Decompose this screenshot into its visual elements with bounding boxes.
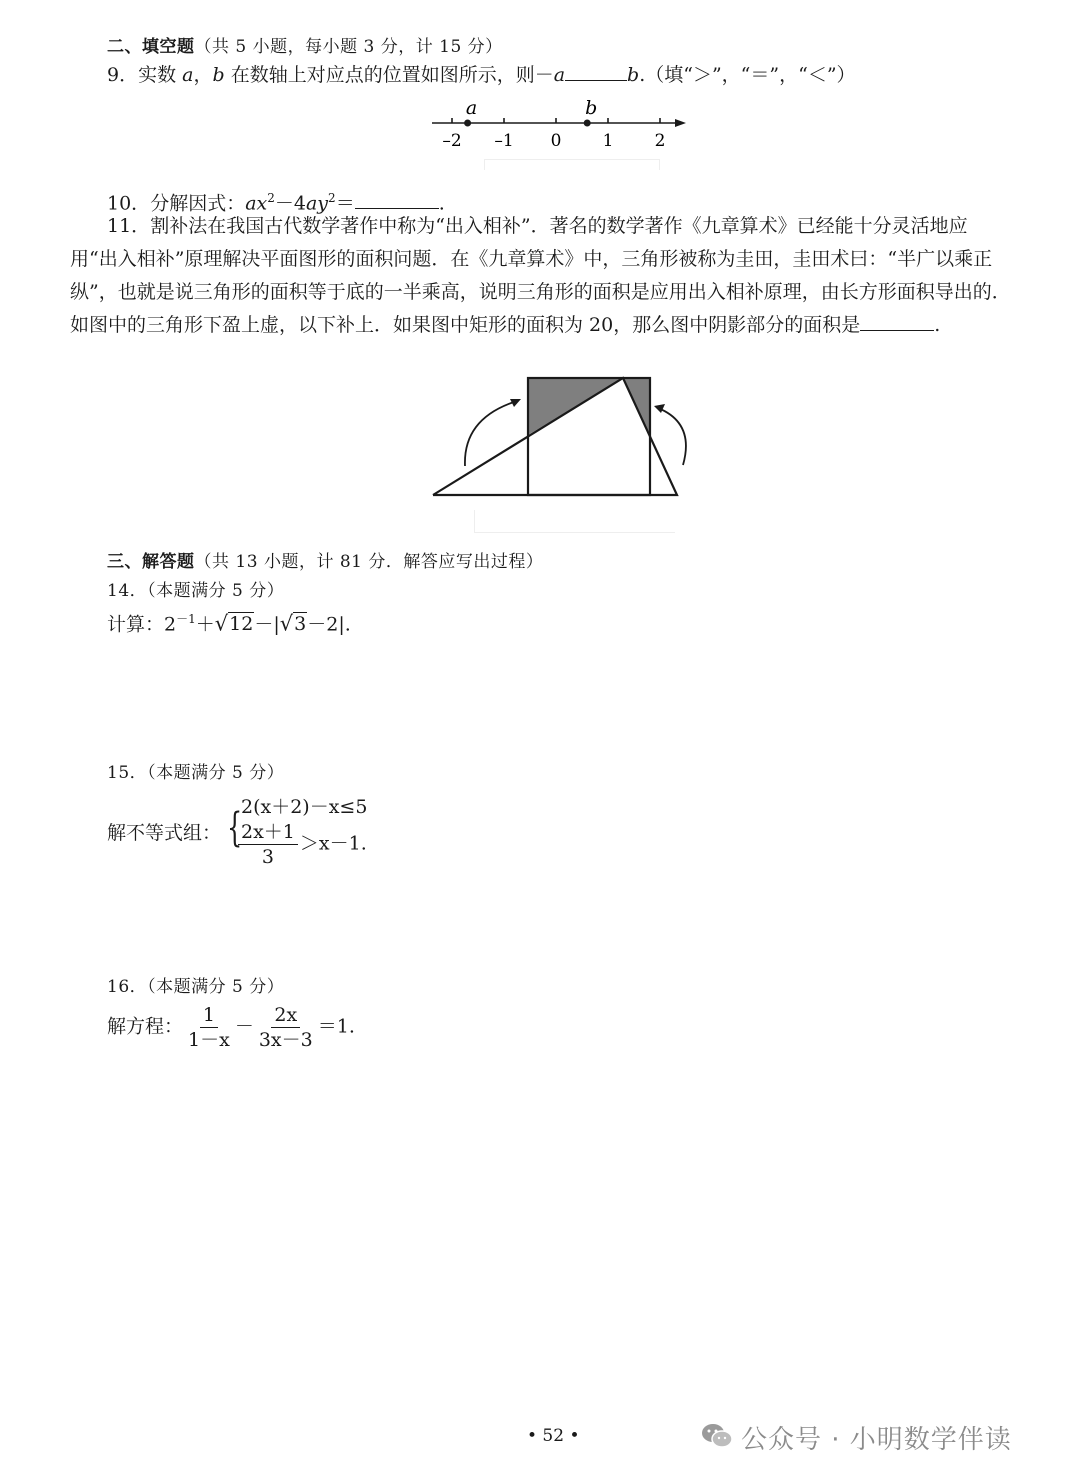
q16-f2-den: 3x－3 bbox=[258, 1029, 313, 1051]
q11-paragraph: 割补法在我国古代数学著作中称为“出入相补”．著名的数学著作《九章算术》已经能十分灵活地应用“出入相补”原理解决平面图形的面积问题．在《九章算术》中，三角形被称为圭田，圭田术曰：“半广以乘正纵”，也就是说三角形的面积等于底的一半乘高，说明三角形的面积是应用出入相补原理，由长方形面积导出的．如图中的三角形下盈上虚，以下补上．如果图中矩形的面积为 20，那么图中阴影部分的面积是 bbox=[70, 215, 1011, 336]
section-3-note: （共 13 小题，计 81 分．解答应写出过程） bbox=[194, 552, 544, 572]
number-line-arrow bbox=[675, 119, 686, 127]
q15-end: . bbox=[360, 832, 367, 855]
arrow-head-right bbox=[654, 404, 665, 413]
q10-expr-a: ax bbox=[245, 192, 268, 215]
q9-text-3: 在数轴上对应点的位置如图所示，则 bbox=[224, 64, 535, 86]
question-16 bbox=[107, 1003, 355, 1052]
q16-fraction-2 bbox=[256, 1003, 316, 1052]
radical-sign-icon: √ bbox=[214, 611, 229, 636]
q15-frac-den: 3 bbox=[261, 846, 274, 868]
q14-label: 计算： bbox=[107, 613, 165, 636]
q14-exponent: －1 bbox=[176, 612, 196, 626]
question-9 bbox=[107, 61, 856, 89]
section-2-note: （共 5 小题，每小题 3 分，计 15 分） bbox=[194, 37, 503, 57]
q9-answer-blank[interactable] bbox=[565, 62, 627, 81]
point-a-label: a bbox=[465, 97, 478, 119]
q15-inequality-1: 2(x＋2)－x≤5 bbox=[241, 796, 368, 818]
point-b-dot bbox=[584, 120, 591, 127]
number-line-tick-label: 1 bbox=[602, 131, 614, 151]
point-a-dot bbox=[464, 120, 471, 127]
q10-number: 10． bbox=[107, 192, 151, 215]
point-b-label: b bbox=[585, 97, 598, 119]
q16-f2-num: 2x bbox=[271, 1003, 300, 1028]
q10-text: 分解因式： bbox=[150, 192, 246, 215]
faint-frame-2 bbox=[474, 510, 675, 533]
q15-label: 解不等式组： bbox=[107, 822, 222, 844]
q9-text-4: .（填“＞”，“＝”，“＜”） bbox=[639, 64, 856, 86]
curved-arrow-left bbox=[465, 401, 517, 466]
q11-number: 11． bbox=[107, 215, 151, 237]
curved-arrow-right bbox=[658, 408, 686, 465]
q10-exp-2: 2 bbox=[328, 191, 336, 205]
q14-tail: －2|. bbox=[307, 613, 351, 636]
q9-var-a: a bbox=[182, 64, 194, 86]
q14-header: 14．（本题满分 5 分） bbox=[107, 581, 285, 601]
q15-frac-num: 2x＋1 bbox=[238, 820, 298, 845]
q15-header: 15．（本题满分 5 分） bbox=[107, 763, 285, 783]
q10-minus: －4 bbox=[274, 192, 306, 215]
q16-f1-den: 1－x bbox=[188, 1029, 230, 1051]
number-line-points bbox=[464, 97, 597, 127]
q15-fraction bbox=[238, 820, 298, 869]
q14-radicand-1: 12 bbox=[229, 613, 254, 636]
q10-expr-b: ay bbox=[305, 192, 329, 215]
faint-frame-1 bbox=[484, 159, 660, 170]
q16-header: 16．（本题满分 5 分） bbox=[107, 977, 285, 997]
q15-rhs: ＞x－1 bbox=[299, 832, 361, 855]
radical-sign-icon: √ bbox=[279, 611, 294, 636]
section-2-title: 二、填空题 bbox=[107, 37, 195, 57]
q9-number: 9． bbox=[107, 64, 139, 86]
q14-plus: ＋ bbox=[195, 613, 215, 636]
question-11 bbox=[70, 210, 1015, 342]
q10-exp-1: 2 bbox=[267, 191, 275, 205]
q10-answer-blank[interactable] bbox=[355, 190, 439, 209]
q9-var-a-2: a bbox=[553, 64, 566, 86]
q11-end: . bbox=[934, 314, 941, 336]
number-line-tick-label: 2 bbox=[654, 131, 666, 151]
q9-text-1: 实数 bbox=[138, 64, 183, 86]
page-number: • 52 • bbox=[527, 1426, 580, 1446]
section-3-title: 三、解答题 bbox=[107, 552, 195, 572]
number-line-tick-label: 0 bbox=[550, 131, 562, 151]
q9-var-b-2: b bbox=[627, 64, 640, 86]
q10-equals: ＝ bbox=[335, 192, 355, 215]
left-brace-icon: { bbox=[227, 805, 243, 851]
q11-answer-blank[interactable] bbox=[860, 312, 934, 331]
q16-fraction-1 bbox=[185, 1003, 233, 1052]
number-line-tick-label: –2 bbox=[442, 131, 462, 151]
wechat-icon bbox=[700, 1421, 734, 1451]
q16-f1-num: 1 bbox=[200, 1003, 218, 1028]
q10-end: . bbox=[438, 192, 445, 215]
q14-minus: －| bbox=[254, 613, 280, 636]
q16-label: 解方程： bbox=[107, 1015, 184, 1038]
watermark: 公众号 · 小明数学伴读 bbox=[741, 1425, 1012, 1455]
question-14 bbox=[107, 605, 351, 638]
number-line-tick-label: –1 bbox=[494, 131, 514, 151]
q9-neg: － bbox=[534, 64, 554, 86]
q9-var-b: b bbox=[212, 64, 225, 86]
q16-minus: － bbox=[234, 1015, 254, 1038]
q9-text-2: ， bbox=[193, 64, 213, 86]
q15-inequality-2 bbox=[236, 820, 367, 869]
q14-radicand-2: 3 bbox=[294, 613, 307, 636]
section-3-header bbox=[107, 547, 543, 572]
q16-rhs: ＝1. bbox=[317, 1015, 355, 1038]
section-2-header bbox=[107, 32, 503, 57]
q14-base: 2 bbox=[164, 613, 177, 636]
